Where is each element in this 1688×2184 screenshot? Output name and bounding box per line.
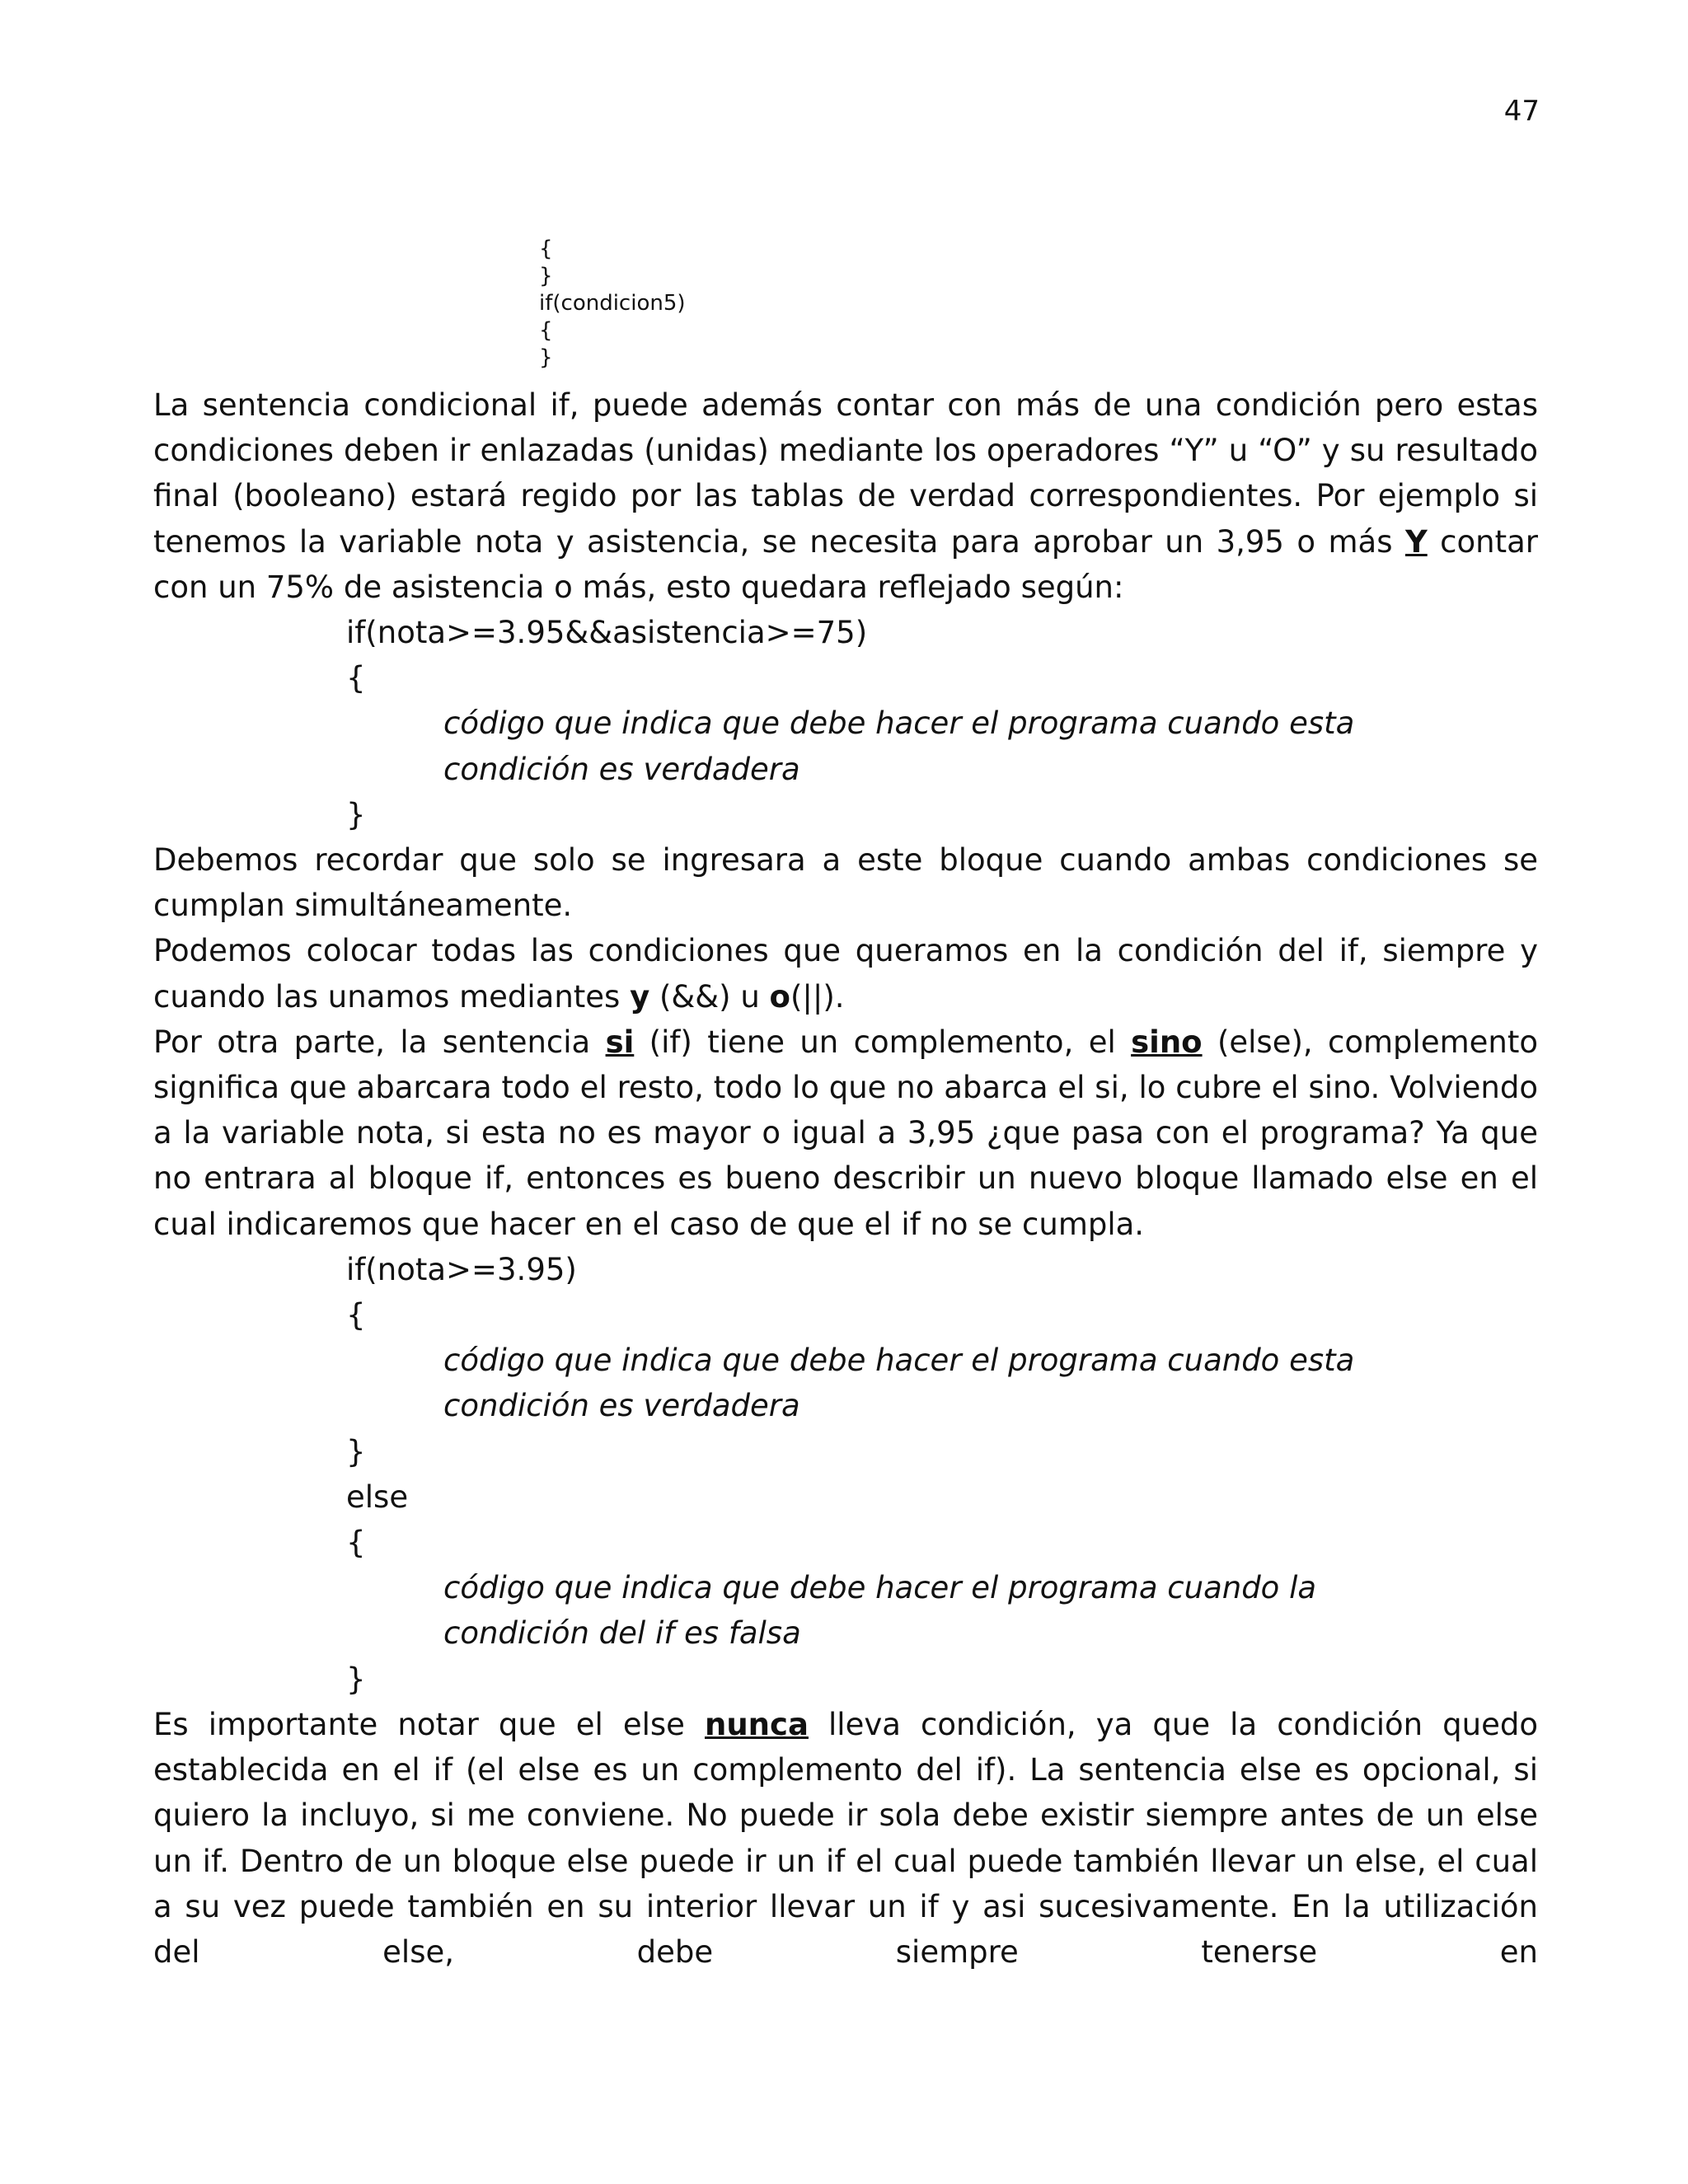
code-block-else-example [153, 1247, 1538, 1702]
code-line: { [539, 237, 553, 261]
code-line: } [539, 345, 553, 370]
paragraph-else-never-condition: Es importante notar que el else nunca lleva condición, ya que la condición quedo establecida en el if (el else es un complemento del if). La sentencia else es opcional, si quiero la incluyo, si me conviene. No puede ir sola debe existir siempre antes de un else un if. Dentro de un bloque else puede ir un if el cual puede también llevar un else, el cual a su vez puede también en su interior llevar un if y asi sucesivamente. En la utilización del else, debe siempre tenerse en [153, 1706, 1539, 1970]
code-comment: código que indica que debe hacer el programa cuando esta [443, 1343, 1355, 1379]
code-close-brace: } [346, 796, 366, 832]
emphasis-sino: sino [1131, 1024, 1203, 1060]
code-comment: condición es verdadera [443, 751, 800, 787]
code-line: if(condicion5) [539, 291, 686, 316]
code-line: } [539, 264, 553, 288]
code-condition: if(nota>=3.95&&asistencia>=75) [346, 615, 868, 651]
code-comment: condición del if es falsa [443, 1615, 801, 1652]
code-snippet-condicion5 [539, 236, 686, 372]
page-body [153, 382, 1538, 1975]
code-comment: condición es verdadera [443, 1388, 800, 1424]
emphasis-nunca: nunca [705, 1706, 809, 1742]
emphasis-y-operator: y [630, 978, 650, 1015]
emphasis-si: si [605, 1024, 635, 1060]
code-comment: código que indica que debe hacer el programa cuando esta [443, 705, 1355, 742]
code-block-and-example [153, 610, 1538, 837]
code-close-brace: } [346, 1661, 366, 1697]
code-line: { [539, 318, 553, 343]
paragraph-multiple-conditions: La sentencia condicional if, puede además contar con más de una condición pero estas condiciones deben ir enlazadas (unidas) mediante los operadores “Y” u “O” y su resultado final (booleano) estará regido por las tablas de verdad correspondientes. Por ejemplo si tenemos la variable nota y asistencia, se necesita para aprobar un 3,95 o más Y contar con un 75% de asistencia o más, esto quedara reflejado según: [153, 387, 1538, 605]
emphasis-y: Y [1404, 523, 1428, 560]
paragraph-operators: Podemos colocar todas las condiciones que queramos en la condición del if, siempre y cuando las unamos mediantes y (&&) u o(||). [153, 933, 1538, 1015]
code-open-brace: { [346, 1525, 366, 1561]
code-open-brace: { [346, 1297, 366, 1333]
paragraph-both-conditions: Debemos recordar que solo se ingresara a este bloque cuando ambas condiciones se cumplan simultáneamente. [153, 842, 1538, 924]
code-comment: código que indica que debe hacer el programa cuando la [443, 1570, 1317, 1606]
emphasis-o-operator: o [769, 978, 790, 1015]
code-open-brace: { [346, 660, 366, 696]
paragraph-else-intro: Por otra parte, la sentencia si (if) tiene un complemento, el sino (else), complemento significa que abarcara todo el resto, todo lo que no abarca el si, lo cubre el sino. Volviendo a la variable nota, si esta no es mayor o igual a 3,95 ¿que pasa con el programa? Ya que no entrara al bloque if, entonces es bueno describir un nuevo bloque llamado else en el cual indicaremos que hacer en el caso de que el if no se cumpla. [153, 1024, 1538, 1242]
code-condition: if(nota>=3.95) [346, 1251, 577, 1287]
page-number: 47 [1503, 95, 1540, 128]
code-close-brace: } [346, 1433, 366, 1469]
code-else-keyword: else [346, 1479, 409, 1515]
